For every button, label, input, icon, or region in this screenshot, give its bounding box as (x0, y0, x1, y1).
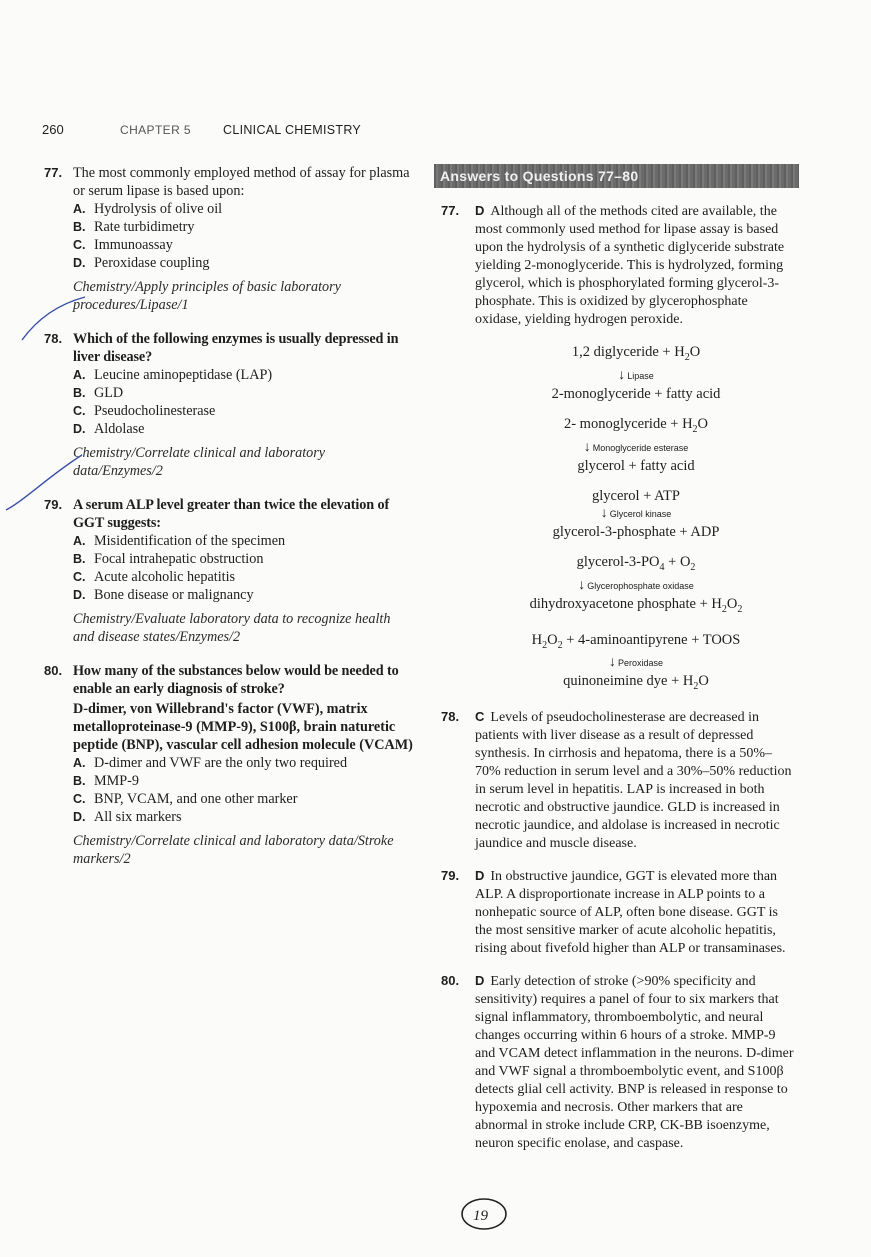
handwritten-circled-number (460, 1196, 508, 1232)
pen-check-mark (22, 297, 85, 340)
option-text: Focal intrahepatic obstruction (94, 551, 264, 567)
option-text: Leucine aminopeptidase (LAP) (94, 367, 273, 383)
option-letter: C. (73, 570, 86, 584)
answer-number: 79. (441, 868, 460, 884)
enzyme-label: Glycerophosphate oxidase (587, 580, 694, 591)
reaction-3: glycerol + ATP ↓ Glycerol kinase glycerol-3-phosphate + ADP (552, 487, 720, 540)
option-letter: C. (73, 238, 86, 252)
option-letter: C. (73, 792, 86, 806)
answers-banner: Answers to Questions 77–80 (434, 164, 799, 188)
option-letter: D. (73, 256, 86, 270)
option-text: Immunoassay (94, 237, 173, 253)
question-category: Chemistry/Apply principles of basic laboratory procedures/Lipase/1 (73, 279, 341, 313)
chapter-label: CHAPTER 5 (120, 123, 191, 137)
running-title: CLINICAL CHEMISTRY (223, 123, 362, 137)
option-letter: A. (73, 756, 86, 770)
answer-key: C (475, 709, 485, 725)
question-category: Chemistry/Correlate clinical and laboratory data/Enzymes/2 (73, 445, 326, 479)
option-text: D-dimer and VWF are the only two required (94, 755, 348, 771)
answer-text: Early detection of stroke (>90% specificity and sensitivity) requires a panel of four to six markers that signal inflammatory, thromboembolytic, and neural changes occurring within 6 hours of a stroke. MMP-9 and VCAM detect inflammation in the neurons. D-dimer and VWF signal a thromboembolytic event, and S100β detects glial cell activity. BNP is released in response to hypoxemia and necrosis. Other markers that are abnormal in stroke include CRP, CK-BB isoenzyme, neuron specific enolase, and caspase. (475, 974, 794, 1152)
option-letter: A. (73, 534, 86, 548)
option-letter: A. (73, 202, 86, 216)
page-number: 260 (42, 122, 64, 137)
reaction-2: 2- monoglyceride + $H_2O$ ↓ Monoglyceride esterase glycerol + fatty acid (563, 415, 709, 474)
question-stem: A serum ALP level greater than twice the elevation of GGT suggests: (73, 497, 390, 531)
reaction-5: $H_2O_2$ + 4-aminoantipyrene + TOOS ↓ Peroxidase quinoneimine dye + $H_2O$ (531, 631, 741, 693)
answer-text: Although all of the methods cited are available, the most commonly used method for lipase assay is based upon the hydrolysis of a synthetic diglyceride substrate yielding 2-monoglyceride. This is hydrolyzed, forming glycerol, which is phosphorylated forming glycerol-3-phosphate. This is oxidized by glycerophosphate oxidase, yielding hydrogen peroxide. (475, 204, 785, 327)
question-category: Chemistry/Correlate clinical and laboratory data/Stroke markers/2 (73, 833, 394, 867)
option-text: All six markers (94, 809, 182, 825)
answer-key: D (475, 203, 485, 218)
option-text: Acute alcoholic hepatitis (94, 569, 236, 585)
answer-text: In obstructive jaundice, GGT is elevated more than ALP. A disproportionate increase in ALP points to a nonhepatic source of ALP, often bone disease. GGT is the most sensitive marker of acute alcoholic hepatitis, rising about fivefold higher than ALP or transaminases. (475, 869, 786, 957)
answer-key: D (475, 868, 485, 884)
option-letter: B. (73, 774, 86, 788)
option-text: Misidentification of the specimen (94, 533, 286, 549)
option-letter: C. (73, 404, 86, 418)
option-text: Peroxidase coupling (94, 255, 210, 271)
answer-text: Levels of pseudocholinesterase are decreased in patients with liver disease as a result of depressed synthesis. In cirrhosis and hepatoma, there is a 50%–70% reduction in serum level and a 30%–50% reduction in serum level in hepatitis. LAP is increased in both necrotic and obstructive jaundice. GLD is increased in necrotic jaundice, and aldolase is increased in necrotic jaundice and muscle disease. (475, 710, 792, 852)
option-letter: D. (73, 588, 86, 602)
option-letter: B. (73, 220, 86, 234)
enzyme-label: Lipase (627, 370, 654, 381)
answer-number: 77. (441, 203, 460, 218)
option-text: Pseudocholinesterase (94, 403, 216, 419)
enzyme-label: Peroxidase (617, 658, 664, 669)
answer-number: 78. (441, 709, 460, 725)
question-stem: The most commonly employed method of assay for plasma or serum lipase is based upon: (73, 165, 410, 199)
question-number: 80. (44, 663, 63, 678)
marker-list: D-dimer, von Willebrand's factor (VWF), matrix metalloproteinase-9 (MMP-9), S100β, brain naturetic peptide (BNP), vascular cell adhesion molecule (VCAM) (73, 701, 413, 753)
option-text: GLD (94, 385, 124, 401)
option-text: Bone disease or malignancy (94, 587, 254, 603)
option-text: MMP-9 (94, 773, 139, 789)
option-text: BNP, VCAM, and one other marker (94, 791, 298, 807)
enzyme-label: Glycerol kinase (609, 508, 672, 519)
option-text: Rate turbidimetry (94, 219, 195, 235)
option-letter: B. (73, 386, 86, 400)
reaction-1: 1,2 diglyceride + $H_2O$ ↓ Lipase 2-monoglyceride + fatty acid (551, 344, 721, 402)
pen-check-mark (6, 455, 82, 510)
reaction-4: glycerol-$3-PO_4 + O_2$ ↓ Glycerophosphate oxidase dihydroxyacetone phosphate + $H_2O_2$ (529, 553, 743, 615)
handwritten-page-mark: 19 (473, 1208, 488, 1224)
option-letter: D. (73, 810, 86, 824)
question-category: Chemistry/Evaluate laboratory data to recognize health and disease states/Enzymes/2 (73, 611, 391, 645)
question-number: 78. (44, 331, 63, 346)
option-letter: A. (73, 368, 86, 382)
question-number: 77. (44, 165, 63, 180)
option-text: Hydrolysis of olive oil (94, 201, 223, 217)
question-number: 79. (44, 497, 63, 512)
question-stem: How many of the substances below would be needed to enable an early diagnosis of stroke? (73, 663, 399, 697)
option-text: Aldolase (94, 421, 145, 437)
answer-key: D (475, 973, 485, 989)
answer-number: 80. (441, 973, 460, 989)
question-stem: Which of the following enzymes is usually depressed in liver disease? (73, 331, 399, 365)
option-letter: B. (73, 552, 86, 566)
enzyme-label: Monoglyceride esterase (592, 442, 689, 453)
option-letter: D. (73, 422, 86, 436)
